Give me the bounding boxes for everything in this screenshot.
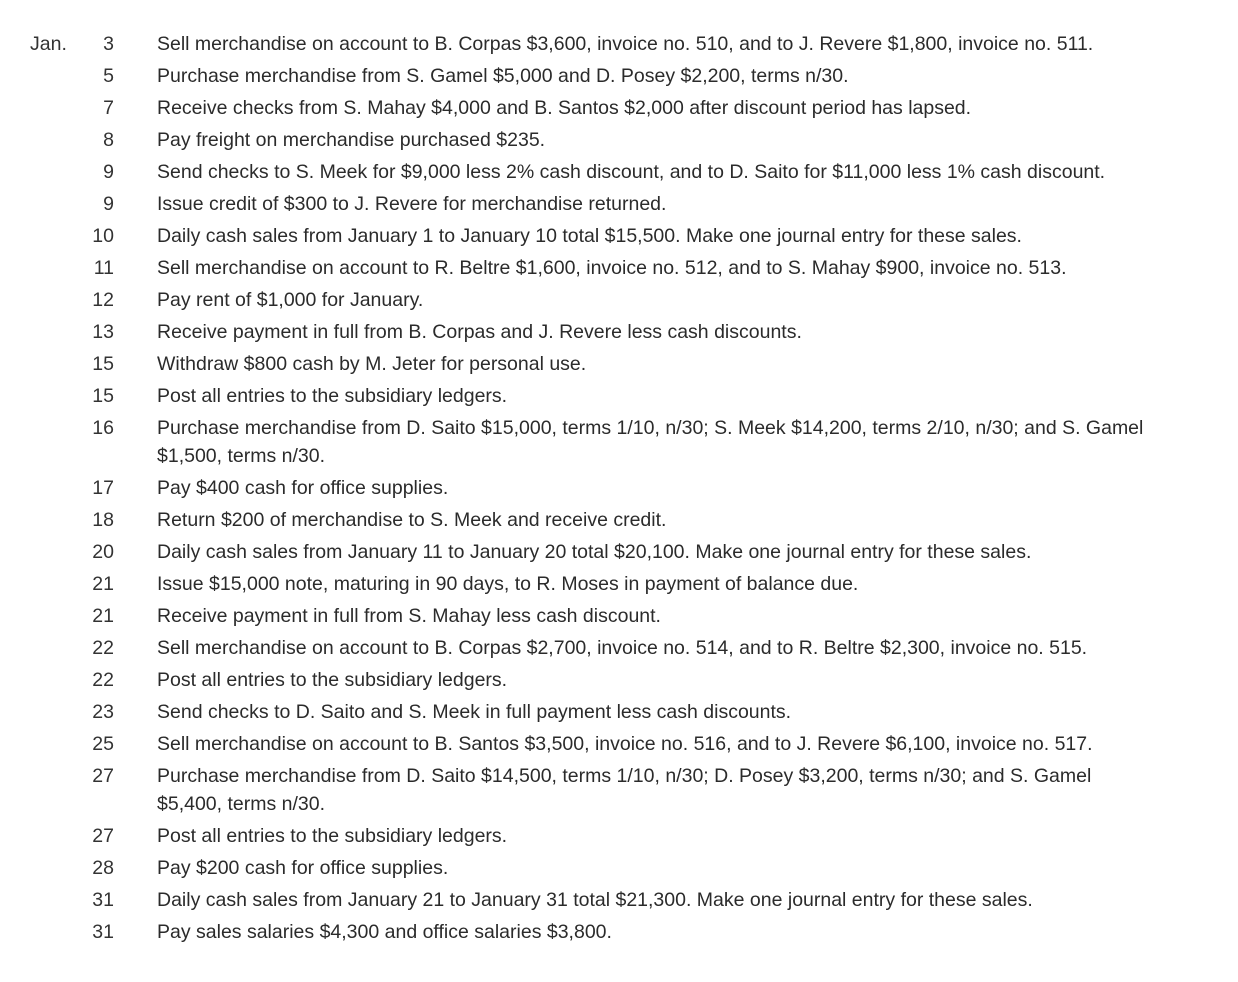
transaction-day: 5 — [103, 65, 114, 87]
transaction-description: Daily cash sales from January 11 to January 20 total $20,100. Make one journal entry for these sales. — [157, 541, 1032, 563]
transaction-day: 27 — [92, 765, 114, 787]
transaction-description: Issue credit of $300 to J. Revere for merchandise returned. — [157, 193, 667, 215]
transaction-day: 25 — [92, 733, 114, 755]
transaction-day: 15 — [92, 385, 114, 407]
transaction-description: Daily cash sales from January 1 to January 10 total $15,500. Make one journal entry for these sales. — [157, 225, 1022, 247]
transaction-description: Pay freight on merchandise purchased $235. — [157, 129, 546, 151]
transaction-description: Return $200 of merchandise to S. Meek and receive credit. — [157, 509, 667, 531]
transaction-day: 23 — [92, 701, 114, 723]
transaction-description: Pay $400 cash for office supplies. — [157, 477, 449, 499]
transaction-description: Sell merchandise on account to B. Corpas $3,600, invoice no. 510, and to J. Revere $1,800, invoice no. 511. — [157, 33, 1094, 55]
transaction-row — [0, 602, 1238, 630]
transaction-description: Purchase merchandise from D. Saito $14,500, terms 1/10, n/30; D. Posey $3,200, terms n/30; and S. Gamel $5,400, terms n/30. — [157, 765, 1092, 815]
transaction-day: 10 — [92, 225, 114, 247]
transaction-day: 12 — [92, 289, 114, 311]
transaction-day: 15 — [92, 353, 114, 375]
transaction-description: Send checks to D. Saito and S. Meek in full payment less cash discounts. — [157, 701, 792, 723]
month-label: Jan. — [30, 33, 67, 55]
transaction-row — [0, 698, 1238, 726]
transaction-day: 18 — [92, 509, 114, 531]
transaction-day: 9 — [103, 161, 114, 183]
transaction-day: 28 — [92, 857, 114, 879]
transaction-row — [0, 762, 1238, 818]
transaction-description: Sell merchandise on account to B. Corpas $2,700, invoice no. 514, and to R. Beltre $2,300, invoice no. 515. — [157, 637, 1088, 659]
transaction-row — [0, 318, 1238, 346]
transaction-day: 8 — [103, 129, 114, 151]
transaction-day: 27 — [92, 825, 114, 847]
transaction-row — [0, 190, 1238, 218]
transaction-description: Daily cash sales from January 21 to January 31 total $21,300. Make one journal entry for these sales. — [157, 889, 1033, 911]
transaction-description: Pay sales salaries $4,300 and office salaries $3,800. — [157, 921, 612, 943]
transaction-day: 20 — [92, 541, 114, 563]
transaction-description: Purchase merchandise from D. Saito $15,000, terms 1/10, n/30; S. Meek $14,200, terms 2/10, n/30; and S. Gamel $1,500, terms n/30. — [157, 417, 1144, 467]
transaction-day: 31 — [92, 921, 114, 943]
transaction-row — [0, 822, 1238, 850]
transaction-row — [0, 222, 1238, 250]
transaction-row — [0, 886, 1238, 914]
transaction-row — [0, 382, 1238, 410]
transaction-description: Sell merchandise on account to B. Santos $3,500, invoice no. 516, and to J. Revere $6,100, invoice no. 517. — [157, 733, 1093, 755]
transaction-day: 13 — [92, 321, 114, 343]
transaction-description: Post all entries to the subsidiary ledgers. — [157, 385, 508, 407]
transaction-row — [0, 918, 1238, 946]
transaction-row — [0, 506, 1238, 534]
transaction-day: 16 — [92, 417, 114, 439]
transaction-description: Post all entries to the subsidiary ledgers. — [157, 825, 508, 847]
transaction-description: Receive payment in full from B. Corpas and J. Revere less cash discounts. — [157, 321, 802, 343]
transaction-row — [0, 94, 1238, 122]
transaction-row — [0, 158, 1238, 186]
transaction-row — [0, 666, 1238, 694]
transaction-row — [0, 350, 1238, 378]
transaction-row — [0, 254, 1238, 282]
transaction-description: Post all entries to the subsidiary ledgers. — [157, 669, 508, 691]
transaction-day: 9 — [103, 193, 114, 215]
transaction-list — [0, 30, 1238, 950]
transaction-description: Withdraw $800 cash by M. Jeter for personal use. — [157, 353, 587, 375]
transaction-row — [0, 62, 1238, 90]
transaction-day: 31 — [92, 889, 114, 911]
transaction-day: 11 — [93, 257, 114, 279]
transaction-row — [0, 730, 1238, 758]
transaction-description: Receive payment in full from S. Mahay less cash discount. — [157, 605, 661, 627]
transaction-day: 3 — [103, 33, 114, 55]
transaction-description: Receive checks from S. Mahay $4,000 and B. Santos $2,000 after discount period has lapsed. — [157, 97, 972, 119]
transaction-description: Purchase merchandise from S. Gamel $5,000 and D. Posey $2,200, terms n/30. — [157, 65, 849, 87]
transaction-row — [0, 414, 1238, 470]
transaction-description: Pay $200 cash for office supplies. — [157, 857, 449, 879]
transaction-day: 21 — [92, 605, 114, 627]
transaction-day: 22 — [92, 669, 114, 691]
transaction-row — [0, 126, 1238, 154]
transaction-row — [0, 538, 1238, 566]
transaction-description: Send checks to S. Meek for $9,000 less 2% cash discount, and to D. Saito for $11,000 less 1% cash discount. — [157, 161, 1106, 183]
transaction-day: 22 — [92, 637, 114, 659]
transaction-description: Pay rent of $1,000 for January. — [157, 289, 424, 311]
transaction-day: 21 — [92, 573, 114, 595]
transaction-description: Issue $15,000 note, maturing in 90 days, to R. Moses in payment of balance due. — [157, 573, 859, 595]
transaction-description: Sell merchandise on account to R. Beltre $1,600, invoice no. 512, and to S. Mahay $900, invoice no. 513. — [157, 257, 1067, 279]
transaction-row — [0, 286, 1238, 314]
transaction-row — [0, 854, 1238, 882]
transaction-row — [0, 570, 1238, 598]
transaction-row — [0, 30, 1238, 58]
transaction-row — [0, 474, 1238, 502]
transaction-day: 7 — [103, 97, 114, 119]
transaction-day: 17 — [92, 477, 114, 499]
transaction-row — [0, 634, 1238, 662]
